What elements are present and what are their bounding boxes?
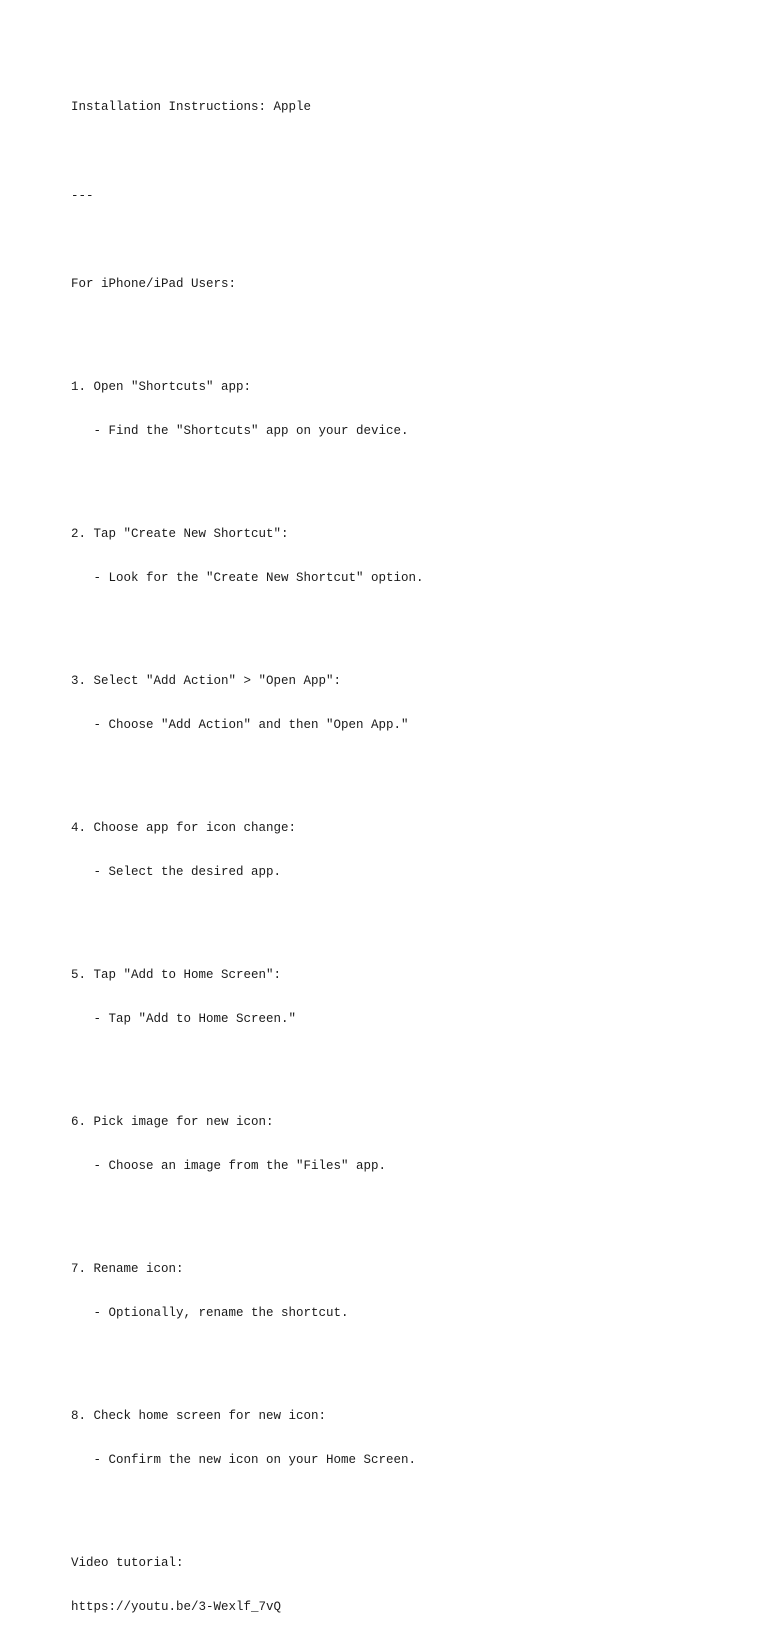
step-heading: 7. Rename icon: <box>71 1261 184 1276</box>
step-heading: 3. Select "Add Action" > "Open App": <box>71 673 342 688</box>
blank-line <box>71 1203 748 1218</box>
blank-line <box>71 1350 748 1365</box>
step-detail: - Optionally, rename the shortcut. <box>93 1305 349 1320</box>
section-heading: For iPhone/iPad Users: <box>71 276 237 291</box>
step-detail: - Choose an image from the "Files" app. <box>93 1158 387 1173</box>
step-detail: - Tap "Add to Home Screen." <box>93 1011 297 1026</box>
separator: --- <box>71 188 94 203</box>
step-heading: 8. Check home screen for new icon: <box>71 1408 327 1423</box>
blank-line <box>71 909 748 924</box>
step-detail: - Look for the "Create New Shortcut" option. <box>93 570 424 585</box>
step-detail: - Select the desired app. <box>93 864 282 879</box>
step-heading: 6. Pick image for new icon: <box>71 1114 274 1129</box>
blank-line <box>71 468 748 483</box>
blank-line <box>71 321 748 336</box>
blank-line <box>71 762 748 777</box>
step-heading: 4. Choose app for icon change: <box>71 820 297 835</box>
step-heading: 5. Tap "Add to Home Screen": <box>71 967 282 982</box>
blank-line <box>71 233 748 248</box>
video-url[interactable]: https://youtu.be/3-Wexlf_7vQ <box>71 1599 282 1614</box>
blank-line <box>71 1497 748 1512</box>
document-body <box>71 71 748 1629</box>
step-heading: 2. Tap "Create New Shortcut": <box>71 526 289 541</box>
step-detail: - Find the "Shortcuts" app on your device. <box>93 423 409 438</box>
step-heading: 1. Open "Shortcuts" app: <box>71 379 252 394</box>
step-detail: - Confirm the new icon on your Home Screen. <box>93 1452 417 1467</box>
document-title: Installation Instructions: Apple <box>71 100 312 115</box>
blank-line <box>71 615 748 630</box>
video-label: Video tutorial: <box>71 1555 184 1570</box>
blank-line <box>71 1056 748 1071</box>
step-detail: - Choose "Add Action" and then "Open App." <box>93 717 409 732</box>
blank-line <box>71 145 748 160</box>
